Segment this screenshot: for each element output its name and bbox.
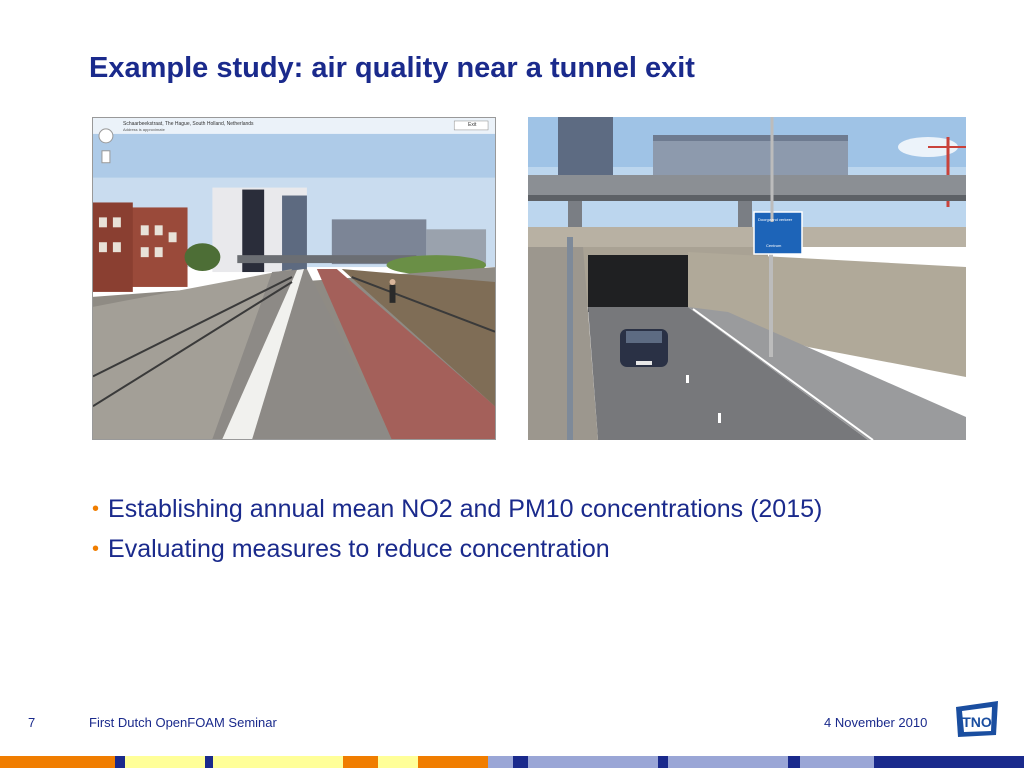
street-view-photo: [92, 117, 496, 440]
road-sign-top: Doorgaand verkeer: [758, 217, 793, 222]
slide-title: Example study: air quality near a tunnel exit: [89, 52, 695, 84]
footer-seminar: First Dutch OpenFOAM Seminar: [89, 715, 277, 730]
tunnel-exit-photo: [528, 117, 966, 440]
list-item: • Establishing annual mean NO2 and PM10 concentrations (2015): [92, 495, 823, 523]
exit-button[interactable]: Exit: [468, 122, 477, 128]
list-item: • Evaluating measures to reduce concentration: [92, 535, 610, 563]
tno-logo: [952, 697, 1002, 741]
street-view-note: Address is approximate: [123, 127, 165, 132]
footer-date: 4 November 2010: [824, 715, 928, 730]
street-view-location: Schaarbeekstraat, The Hague, South Holland, Netherlands: [123, 121, 254, 127]
footer-stripe: [0, 756, 1024, 768]
page-number: 7: [28, 715, 36, 730]
road-sign-bottom: Centrum: [766, 243, 782, 248]
bullet-icon: •: [92, 538, 100, 560]
bullet-list: [92, 490, 822, 570]
bullet-icon: •: [92, 498, 100, 520]
svg-text:TNO: TNO: [962, 714, 992, 730]
